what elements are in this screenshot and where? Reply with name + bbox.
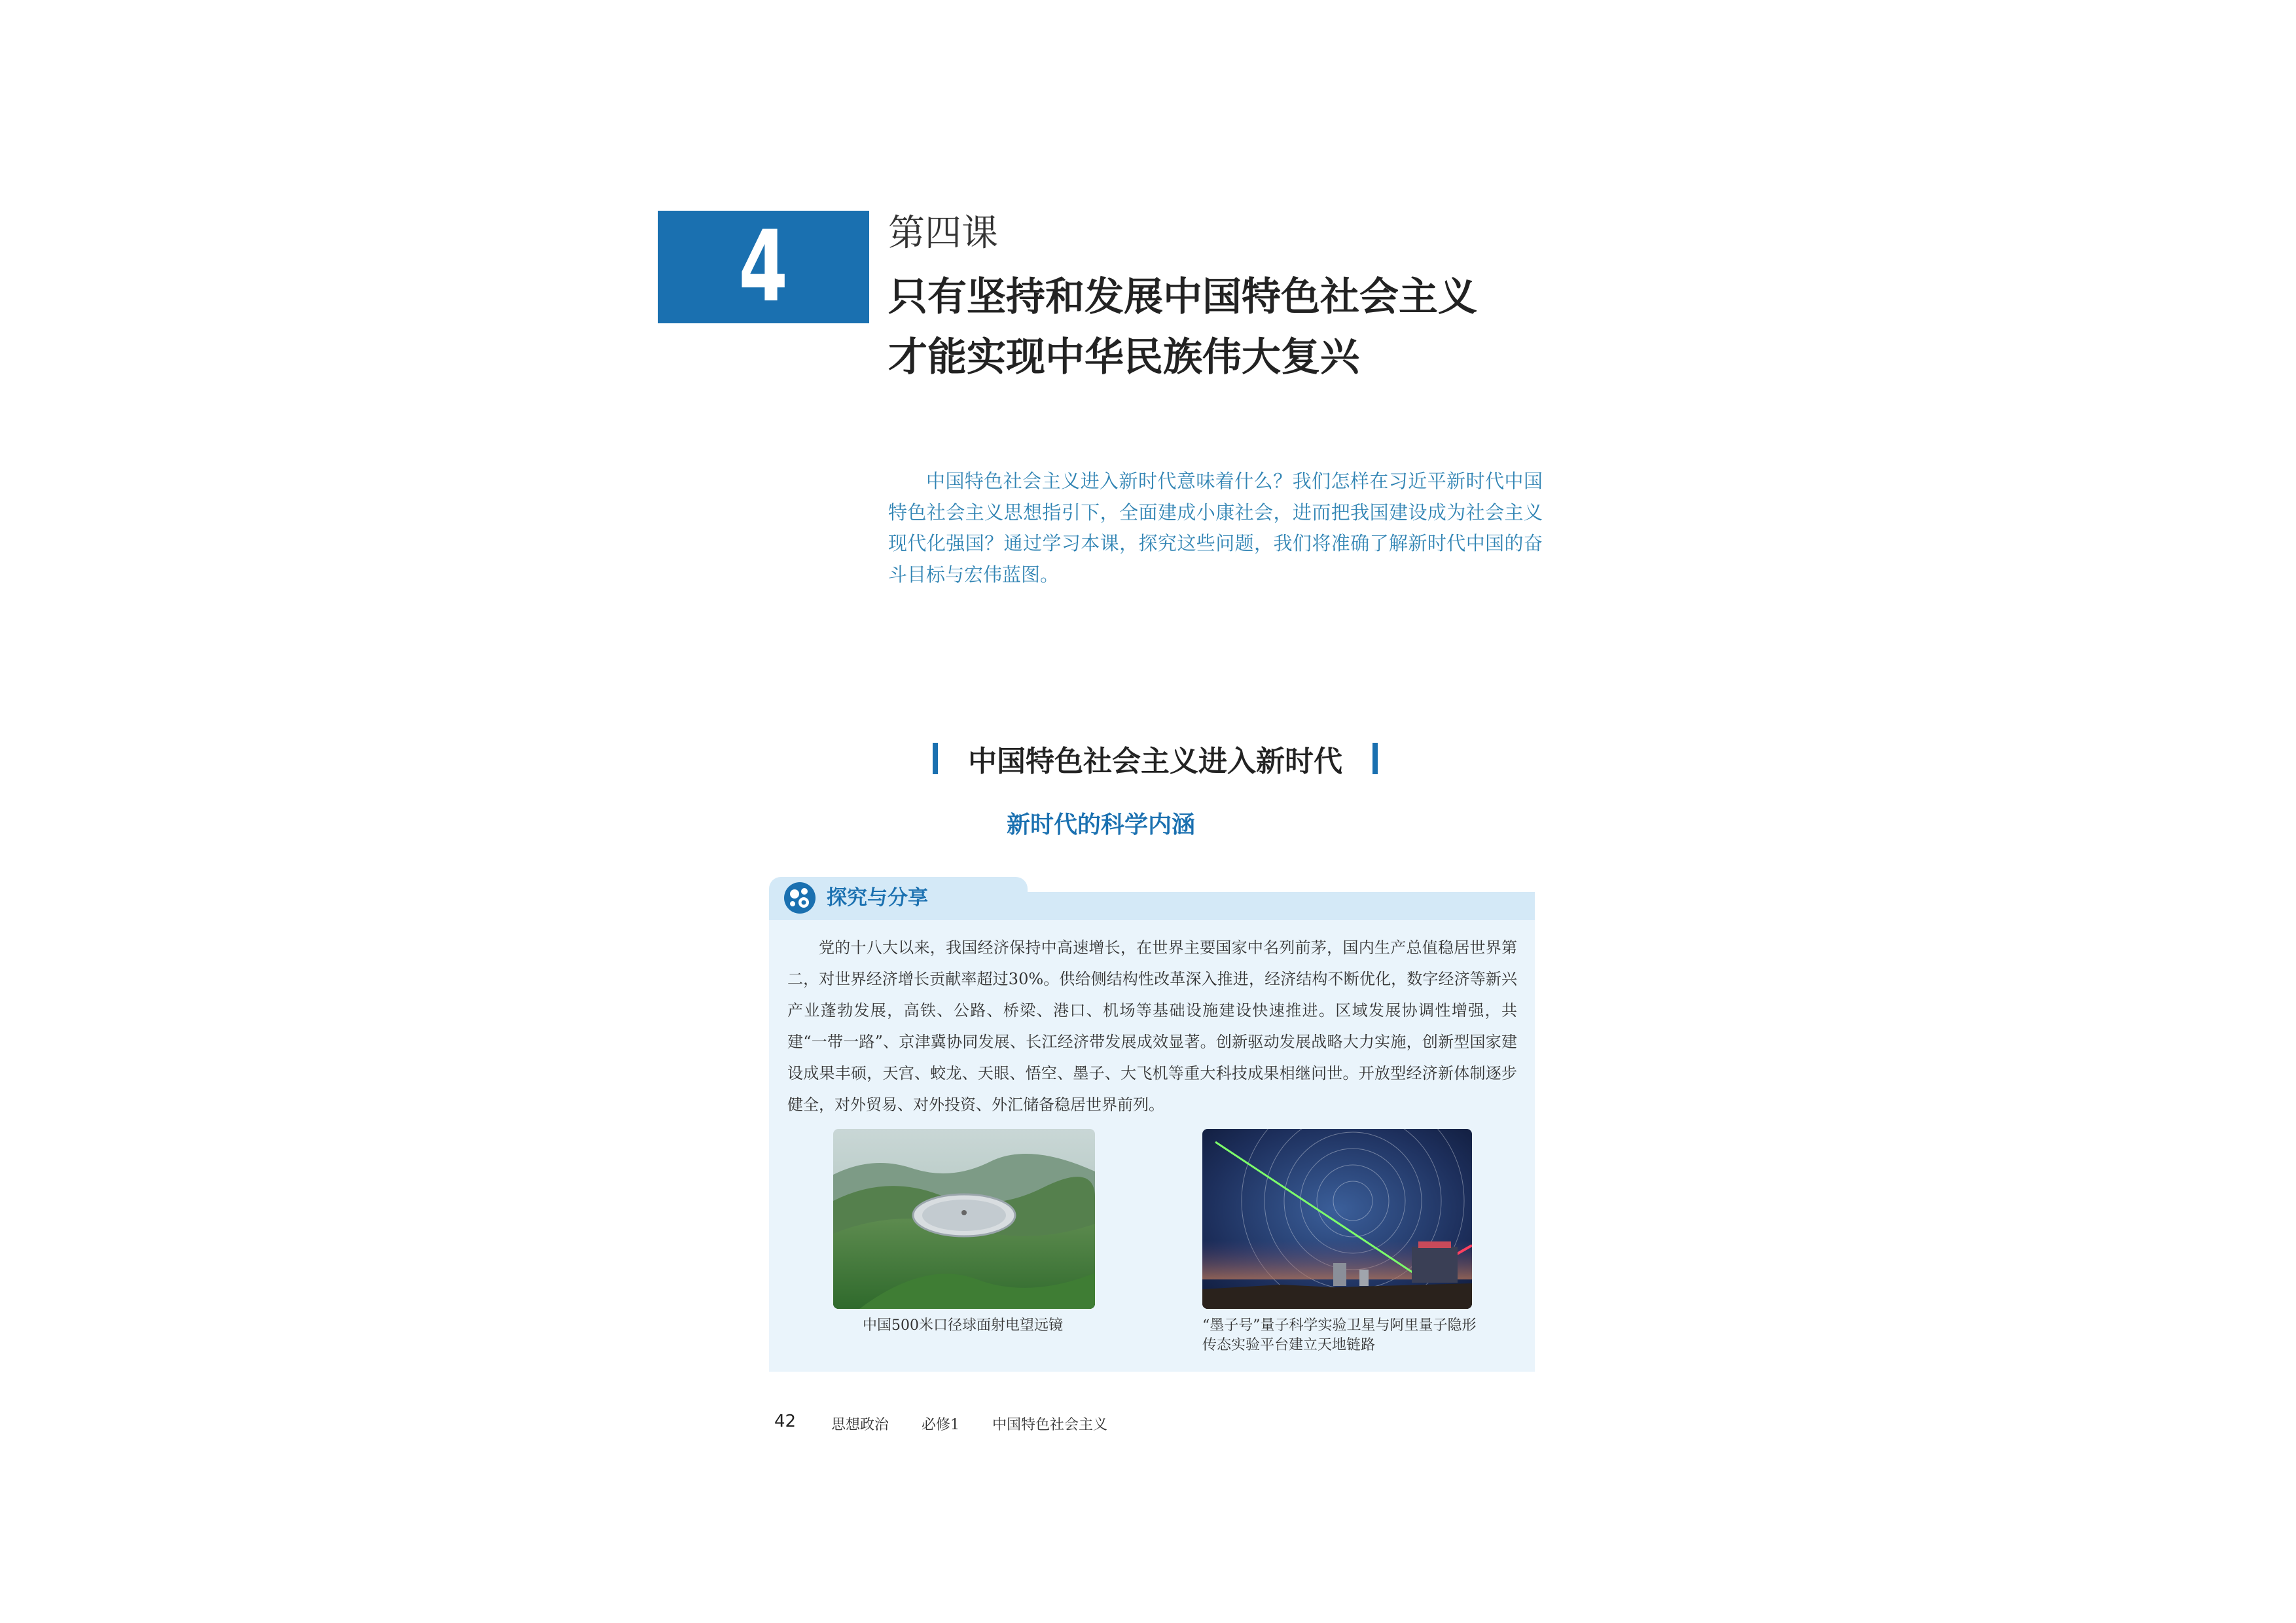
explore-text: 党的十八大以来，我国经济保持中高速增长，在世界主要国家中名列前茅，国内生产总值稳居世界第二，对世界经济增长贡献率超过30%。供给侧结构性改革深入推进，经济结构不断优化，数字经济等新兴产业蓬勃发展，高铁、公路、桥梁、港口、机场等基础设施建设快速推进。区域发展协调性增强，共建“一带一路”、京津冀协同发展、长江经济带发展成效显著。创新驱动发展战略大力实施，创新型国家建设成果丰硕，天宫、蛟龙、天眼、悟空、墨子、大飞机等重大科技成果相继问世。开放型经济新体制逐步健全，对外贸易、对外投资、外汇储备稳居世界前列。	[787, 938, 1517, 1114]
heading-bar-left	[933, 743, 938, 774]
fast-telescope-photo	[833, 1129, 1095, 1309]
section-heading	[923, 737, 1388, 780]
globe-icon	[783, 881, 817, 915]
micius-satellite-photo	[1202, 1129, 1472, 1309]
lesson-label: 第四课	[888, 212, 998, 255]
section-heading-text: 中国特色社会主义进入新时代	[968, 745, 1342, 778]
lesson-title	[888, 267, 1608, 387]
footer-book-title: 思想政治 必修1 中国特色社会主义	[831, 1417, 1107, 1433]
heading-bar-right	[1372, 743, 1378, 774]
lesson-number-badge	[658, 211, 869, 323]
intro-paragraph: 中国特色社会主义进入新时代意味着什么？我们怎样在习近平新时代中国特色社会主义思想指引下，全面建成小康社会，进而把我国建设成为社会主义现代化强国？通过学习本课，探究这些问题，我们将准确了解新时代中国的奋斗目标与宏伟蓝图。	[888, 470, 1543, 586]
section-subheading: 新时代的科学内涵	[1007, 811, 1196, 838]
lesson-title-line-1: 只有坚持和发展中国特色社会主义	[888, 274, 1477, 320]
explore-title: 探究与分享	[827, 886, 928, 910]
page-number: 42	[774, 1412, 797, 1431]
micius-satellite-caption: “墨子号”量子科学实验卫星与阿里量子隐形传态实验平台建立天地链路	[1202, 1317, 1477, 1353]
lesson-number: 4	[738, 210, 789, 324]
fast-telescope-caption: 中国500米口径球面射电望远镜	[863, 1317, 1063, 1334]
lesson-title-line-2: 才能实现中华民族伟大复兴	[888, 334, 1359, 380]
explore-box-header-strip	[1018, 892, 1535, 920]
